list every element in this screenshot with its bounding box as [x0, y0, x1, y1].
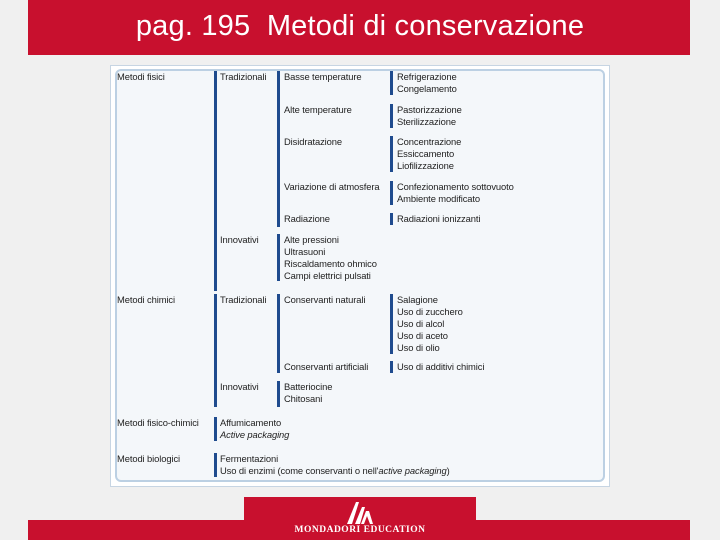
bar-fisico-chimici — [214, 417, 217, 441]
technique-alte-pressioni: Alte pressioni — [284, 234, 339, 245]
method-fermentazioni: Fermentazioni — [220, 453, 279, 464]
slide-title: pag. 195 Metodi di conservazione — [135, 10, 585, 42]
bar-alte-temperature — [390, 104, 393, 128]
publisher-name: MONDADORI EDUCATION — [294, 525, 426, 535]
process-radiazioni-ionizzanti: Radiazioni ionizzanti — [397, 213, 481, 224]
bar-biologici — [214, 453, 217, 477]
method-uso-di-enzimi: Uso di enzimi (come conservanti o nell'active packaging) — [220, 465, 450, 476]
technique-riscaldamento-ohmico: Riscaldamento ohmico — [284, 258, 377, 269]
technique-disidratazione: Disidratazione — [284, 136, 343, 147]
bar-fisici-tradizionali — [277, 71, 280, 227]
method-active-packaging: Active packaging — [220, 429, 290, 440]
bar-metodi-fisici — [214, 71, 217, 291]
bar-chimici-tradizionali — [277, 294, 280, 373]
bar-metodi-chimici — [214, 294, 217, 407]
bar-conservanti-artificiali — [390, 361, 393, 373]
process-uso-di-additivi-chimici: Uso di additivi chimici — [397, 361, 485, 372]
process-refrigerazione: Refrigerazione — [397, 71, 457, 82]
process-uso-di-zucchero: Uso di zucchero — [397, 306, 463, 317]
publisher-logo-icon — [344, 499, 376, 525]
process-congelamento: Congelamento — [397, 83, 457, 94]
subcategory-fisici-innovativi: Innovativi — [220, 234, 259, 245]
category-metodi-fisici: Metodi fisici — [117, 71, 165, 82]
technique-radiazione: Radiazione — [284, 213, 330, 224]
bar-fisici-innovativi — [277, 234, 280, 281]
process-essiccamento: Essiccamento — [397, 148, 455, 159]
bar-disidratazione — [390, 136, 393, 172]
category-metodi-fisico-chimici: Metodi fisico-chimici — [117, 417, 199, 428]
bar-conservanti-naturali — [390, 294, 393, 354]
publisher-logo — [244, 497, 476, 540]
technique-variazione-di-atmosfera: Variazione di atmosfera — [284, 181, 380, 192]
category-metodi-biologici: Metodi biologici — [117, 453, 181, 464]
process-confezionamento-sottovuoto: Confezionamento sottovuoto — [397, 181, 514, 192]
technique-conservanti-naturali: Conservanti naturali — [284, 294, 366, 305]
bar-basse-temperature — [390, 71, 393, 95]
bar-chimici-innovativi — [277, 381, 280, 407]
technique-chitosani: Chitosani — [284, 393, 323, 404]
subcategory-chimici-tradizionali: Tradizionali — [220, 294, 267, 305]
subcategory-chimici-innovativi: Innovativi — [220, 381, 259, 392]
process-concentrazione: Concentrazione — [397, 136, 462, 147]
technique-basse-temperature: Basse temperature — [284, 71, 362, 82]
process-ambiente-modificato: Ambiente modificato — [397, 193, 481, 204]
bar-radiazione — [390, 213, 393, 225]
process-uso-di-alcol: Uso di alcol — [397, 318, 445, 329]
technique-batteriocine: Batteriocine — [284, 381, 333, 392]
technique-conservanti-artificiali: Conservanti artificiali — [284, 361, 369, 372]
footer-band-left — [28, 520, 244, 540]
footer-band-right — [476, 520, 690, 540]
category-metodi-chimici: Metodi chimici — [117, 294, 175, 305]
technique-ultrasuoni: Ultrasuoni — [284, 246, 326, 257]
technique-alte-temperature: Alte temperature — [284, 104, 352, 115]
process-uso-di-aceto: Uso di aceto — [397, 330, 448, 341]
subcategory-fisici-tradizionali: Tradizionali — [220, 71, 267, 82]
process-pastorizzazione: Pastorizzazione — [397, 104, 462, 115]
method-affumicamento: Affumicamento — [220, 417, 282, 428]
process-liofilizzazione: Liofilizzazione — [397, 160, 454, 171]
process-uso-di-olio: Uso di olio — [397, 342, 440, 353]
bar-variazione-atmosfera — [390, 181, 393, 205]
process-sterilizzazione: Sterilizzazione — [397, 116, 456, 127]
process-salagione: Salagione — [397, 294, 438, 305]
technique-campi-elettrici-pulsati: Campi elettrici pulsati — [284, 270, 371, 281]
